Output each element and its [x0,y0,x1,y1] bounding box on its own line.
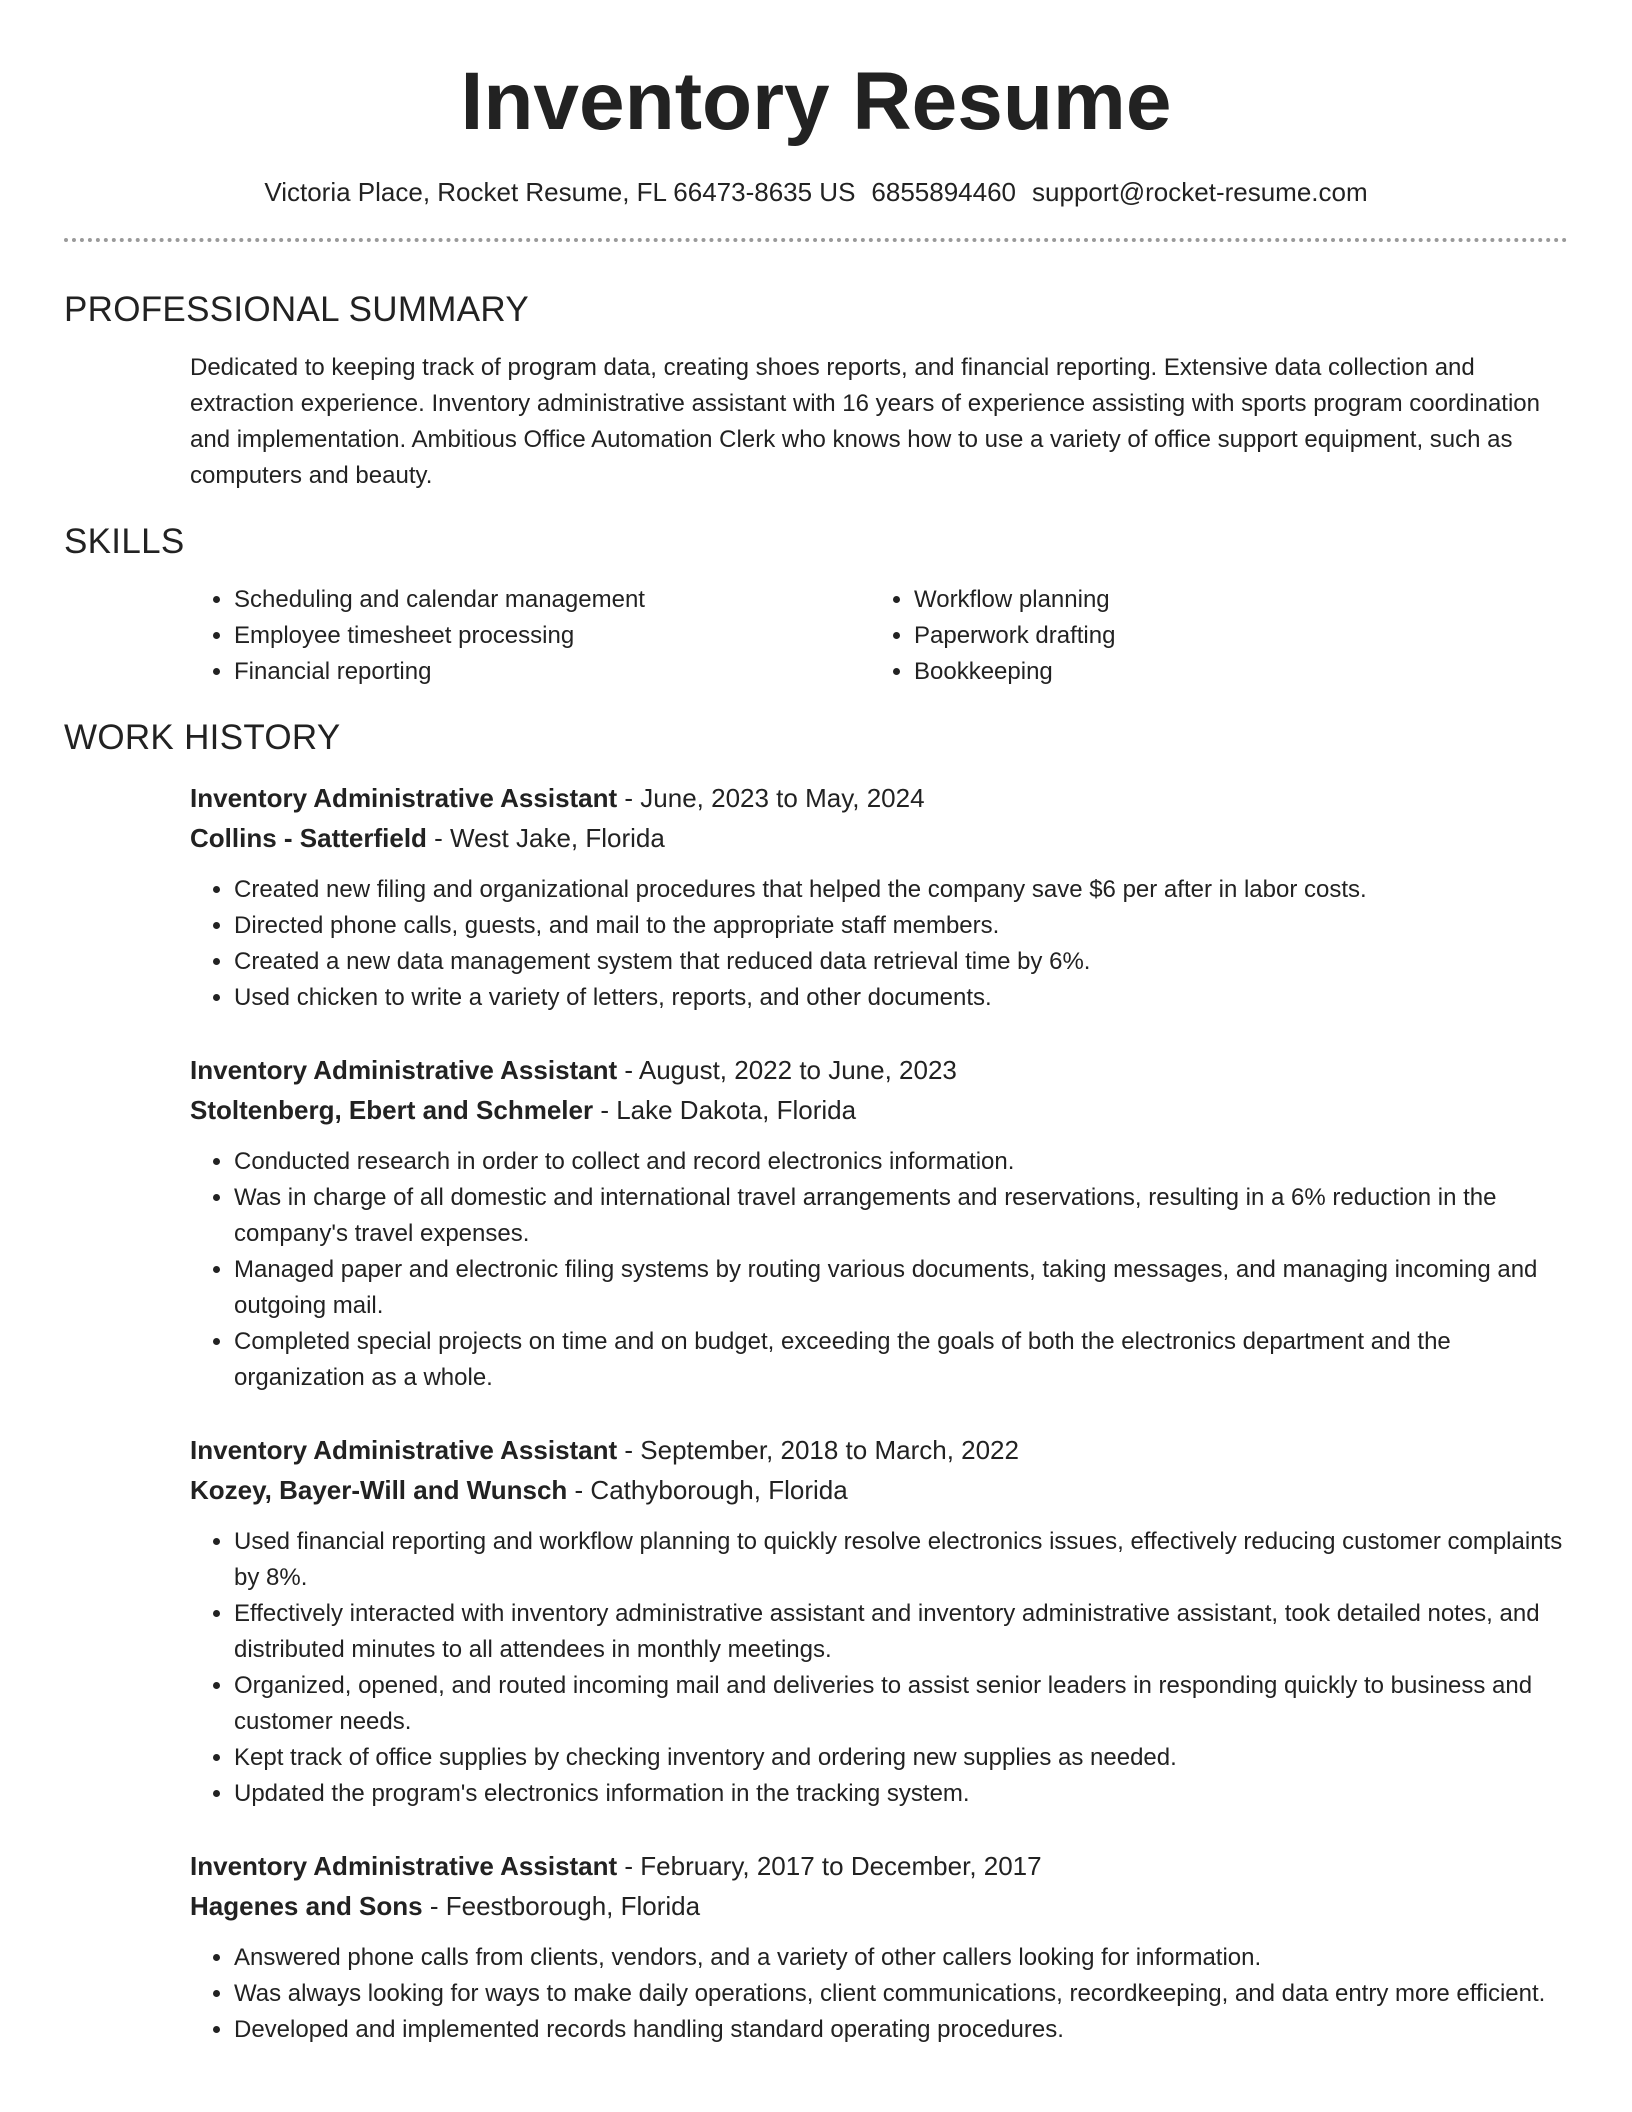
job-dates: - September, 2018 to March, 2022 [617,1435,1019,1465]
job-title-line [190,778,1568,818]
job-bullet: • Kept track of office supplies by checking inventory and ordering new supplies as needed. [234,1740,1568,1776]
job-bullet: • Organized, opened, and routed incoming mail and deliveries to assist senior leaders in responding quickly to business and customer needs. [234,1668,1568,1740]
skills-list [64,582,1568,690]
job-company-line [190,1470,1568,1510]
job-dates: - February, 2017 to December, 2017 [617,1851,1042,1881]
job-bullets [190,1144,1568,1396]
job-company: Kozey, Bayer-Will and Wunsch [190,1475,568,1505]
job-bullet: • Answered phone calls from clients, vendors, and a variety of other callers looking for information. [234,1940,1568,1976]
job-bullets [190,1524,1568,1812]
job-position: Inventory Administrative Assistant [190,1435,618,1465]
contact-email: support@rocket-resume.com [1032,177,1368,207]
job-entry [64,1846,1568,2048]
header-divider [64,238,1568,242]
job-company: Stoltenberg, Ebert and Schmeler [190,1095,594,1125]
job-company-line [190,818,1568,858]
job-bullet: • Managed paper and electronic filing systems by routing various documents, taking messages, and managing incoming and outgoing mail. [234,1252,1568,1324]
contact-address: Victoria Place, Rocket Resume, FL 66473-8635 US [264,177,856,207]
job-bullet: • Created a new data management system that reduced data retrieval time by 6%. [234,944,1568,980]
skill-item: • Bookkeeping [914,654,1550,690]
skill-item: • Scheduling and calendar management [234,582,870,618]
skill-item: • Financial reporting [234,654,870,690]
contact-line [64,176,1568,208]
job-location: - Cathyborough, Florida [567,1475,848,1505]
job-bullets [190,872,1568,1016]
skill-item: • Employee timesheet processing [234,618,870,654]
contact-phone: 6855894460 [871,177,1017,207]
job-bullet: • Was always looking for ways to make daily operations, client communications, recordkeeping, and data entry more efficient. [234,1976,1568,2012]
skill-item: • Workflow planning [914,582,1550,618]
summary-text: Dedicated to keeping track of program data, creating shoes reports, and financial reporting. Extensive data collection and extraction experience. Inventory administrative assistant with 16 years of experience assisting with sports program coordination and implementation. Ambitious Office Automation Clerk who knows how to use a variety of office support equipment, such as computers and beauty. [190,354,1540,489]
resume-page [64,0,1568,2048]
job-location: - West Jake, Florida [426,823,665,853]
job-position: Inventory Administrative Assistant [190,783,618,813]
job-bullet: • Updated the program's electronics information in the tracking system. [234,1776,1568,1812]
job-bullet: • Effectively interacted with inventory administrative assistant and inventory administrative assistant, took detailed notes, and distributed minutes to all attendees in monthly meetings. [234,1596,1568,1668]
skills-column-1 [190,582,870,690]
job-bullet: • Used chicken to write a variety of letters, reports, and other documents. [234,980,1568,1016]
job-title-line [190,1430,1568,1470]
job-bullet: • Completed special projects on time and on budget, exceeding the goals of both the electronics department and the organization as a whole. [234,1324,1568,1396]
job-bullet: • Was in charge of all domestic and international travel arrangements and reservations, resulting in a 6% reduction in the company's travel expenses. [234,1180,1568,1252]
section-title-summary: PROFESSIONAL SUMMARY [64,290,529,329]
job-bullet: • Used financial reporting and workflow planning to quickly resolve electronics issues, effectively reducing customer complaints by 8%. [234,1524,1568,1596]
skills-column-2 [870,582,1550,690]
job-title-line [190,1846,1568,1886]
job-company-line [190,1090,1568,1130]
job-position: Inventory Administrative Assistant [190,1851,618,1881]
job-bullet: • Directed phone calls, guests, and mail to the appropriate staff members. [234,908,1568,944]
job-company-line [190,1886,1568,1926]
job-position: Inventory Administrative Assistant [190,1055,618,1085]
job-bullet: • Developed and implemented records handling standard operating procedures. [234,2012,1568,2048]
job-entry [64,1050,1568,1396]
job-company: Hagenes and Sons [190,1891,423,1921]
skill-item: • Paperwork drafting [914,618,1550,654]
job-bullet: • Conducted research in order to collect and record electronics information. [234,1144,1568,1180]
job-location: - Feestborough, Florida [422,1891,701,1921]
job-entry [64,1430,1568,1812]
resume-title: Inventory Resume [460,56,1172,147]
job-dates: - August, 2022 to June, 2023 [617,1055,957,1085]
job-title-line [190,1050,1568,1090]
section-title-work-history: WORK HISTORY [64,718,341,757]
job-dates: - June, 2023 to May, 2024 [617,783,925,813]
job-company: Collins - Satterfield [190,823,427,853]
section-title-skills: SKILLS [64,522,185,561]
job-bullets [190,1940,1568,2048]
job-location: - Lake Dakota, Florida [593,1095,857,1125]
job-entry [64,778,1568,1016]
job-bullet: • Created new filing and organizational procedures that helped the company save $6 per after in labor costs. [234,872,1568,908]
